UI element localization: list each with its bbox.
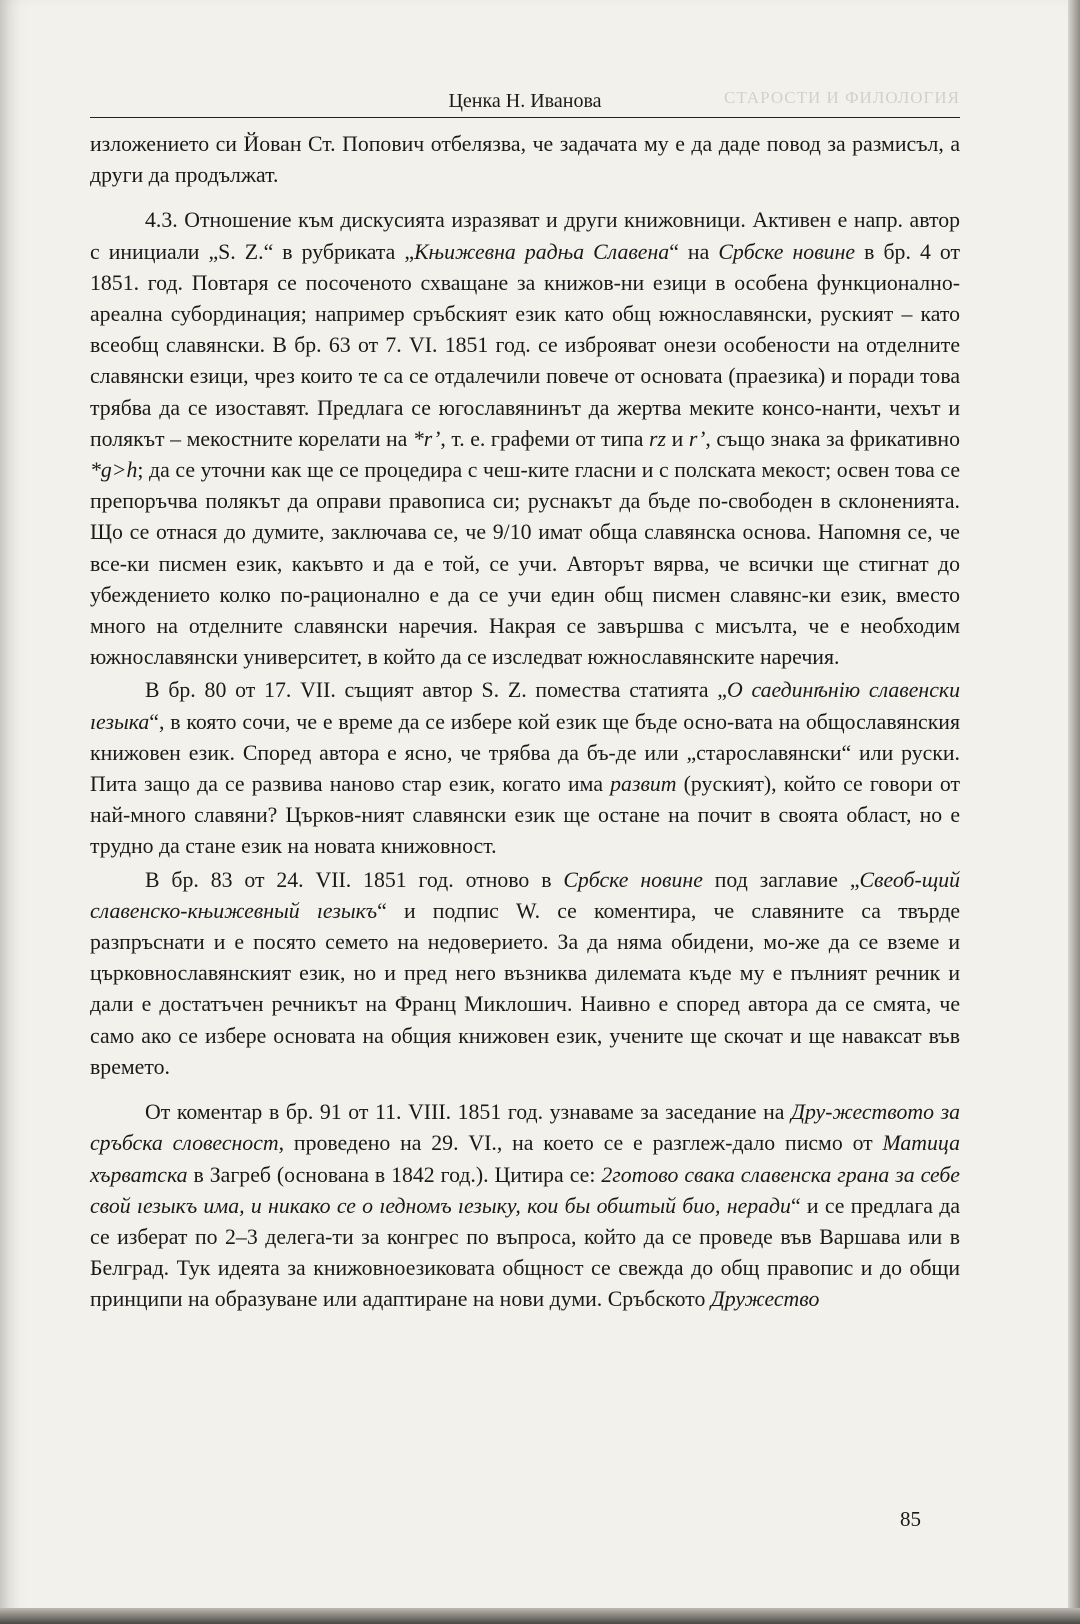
bleed-through-title: СТАРОСТИ И ФИЛОЛОГИЯ [724, 88, 960, 107]
paragraph-4: В бр. 83 от 24. VII. 1851 год. отново в Србске новине под заглавие „Свеоб-щий славенско-књижевный ıезыкъ“ и подпис W. се коментира, че славяните са твърде разпръснати и е посято семето на недоверието. За да няма обидени, мо-же да се вземе и църковнославянският език, но и пред него възниква дилемата къде му е пълният речник и дали е достатъчен речникът на Франц Миклошич. Наивно е според автора да се смята, че само ако се избере основата на общия книжовен език, учените ще скочат и ще наваксат във времето. [90, 867, 960, 1079]
page-edge-shadow [1068, 0, 1080, 1624]
paragraph-2: 4.3. Отношение към дискусията изразяват и други книжовници. Активен е напр. автор с инициали „S. Z.“ в рубриката „Књижевна радња Славена“ на Србске новине в бр. 4 от 1851. год. Повтаря се посоченото схващане за книжов-ни езици в особена функционално-ареална субординация; например сръбският език като общ южнославянски, руският – като всеобщ славянски. В бр. 63 от 7. VI. 1851 год. се изброяват онези особености на отделните славянски езици, чрез които те са се отдалечили повече от основата (праезика) и поради това трябва да се изоставят. Предлага се югославянинът да жертва меките консо-нанти, чехът и полякът – мекостните корелати на *r’, т. е. графеми от типа rz и r’, също знака за фрикативно *g>h; да се уточни как ще се процедира с чеш-ките гласни и с полската мекост; освен това се препоръчва полякът да оправи правописа си; руснакът да бъде по-свободен в склоненията. Що се отнася до думите, заключава се, че 9/10 имат обща славянска основа. Напомня се, че все-ки писмен език, какъвто и да е той, се учи. Авторът вярва, че всички ще стигнат до убеждението колко по-рационално е да се учи един общ писмен славянс-ки език, вместо много на отделните славянски наречия. Накрая се завършва с мисълта, че е необходим южнославянски университет, в който да се изследват южнославянските наречия. [90, 208, 961, 670]
paragraph-1: изложението си Йован Ст. Попович отбелязва, че задачата му е да даде повод за размисъл, а други да продължат. [90, 132, 960, 188]
scanner-bottom-edge [0, 1608, 1080, 1624]
body-text [90, 129, 960, 1316]
running-head: Ценка Н. Иванова [90, 90, 960, 118]
page-number: 85 [900, 1507, 921, 1531]
paragraph-5: От коментар в бр. 91 от 11. VIII. 1851 год. узнаваме за заседание на Дру-жеството за сръбска словесност, проведено на 29. VI., на което се е разглеж-дало писмо от Матица хърватска в Загреб (основана в 1842 год.). Цитира се: 2готово свака славенска грана за себе свой ıезыкъ има, и никако се о ıедномъ ıезыку, кои бы обштый био, неради“ и се предлага да се изберат по 2–3 делега-ти за конгрес по въпроса, който да се проведе във Варшава или в Белград. Тук идеята за книжовноезиковата общност се свежда до общ правопис и до общи принципи на образуване или адаптиране на нови думи. Сръбското Дружество [90, 1100, 960, 1312]
paragraph-3: В бр. 80 от 17. VII. същият автор S. Z. помества статията „О саединѣнію славенски ıезыка“, в която сочи, че е време да се избере кой език ще бъде осно-вата на общославянския книжовен език. Според автора е ясно, че трябва да бъ-де или „старославянски“ или руски. Пита защо да се развива наново стар език, когато има развит (руският), който се говори от най-много славяни? Църков-ният славянски език ще остане на почит в своята област, но е трудно да стане език на новата книжовност. [90, 678, 960, 859]
